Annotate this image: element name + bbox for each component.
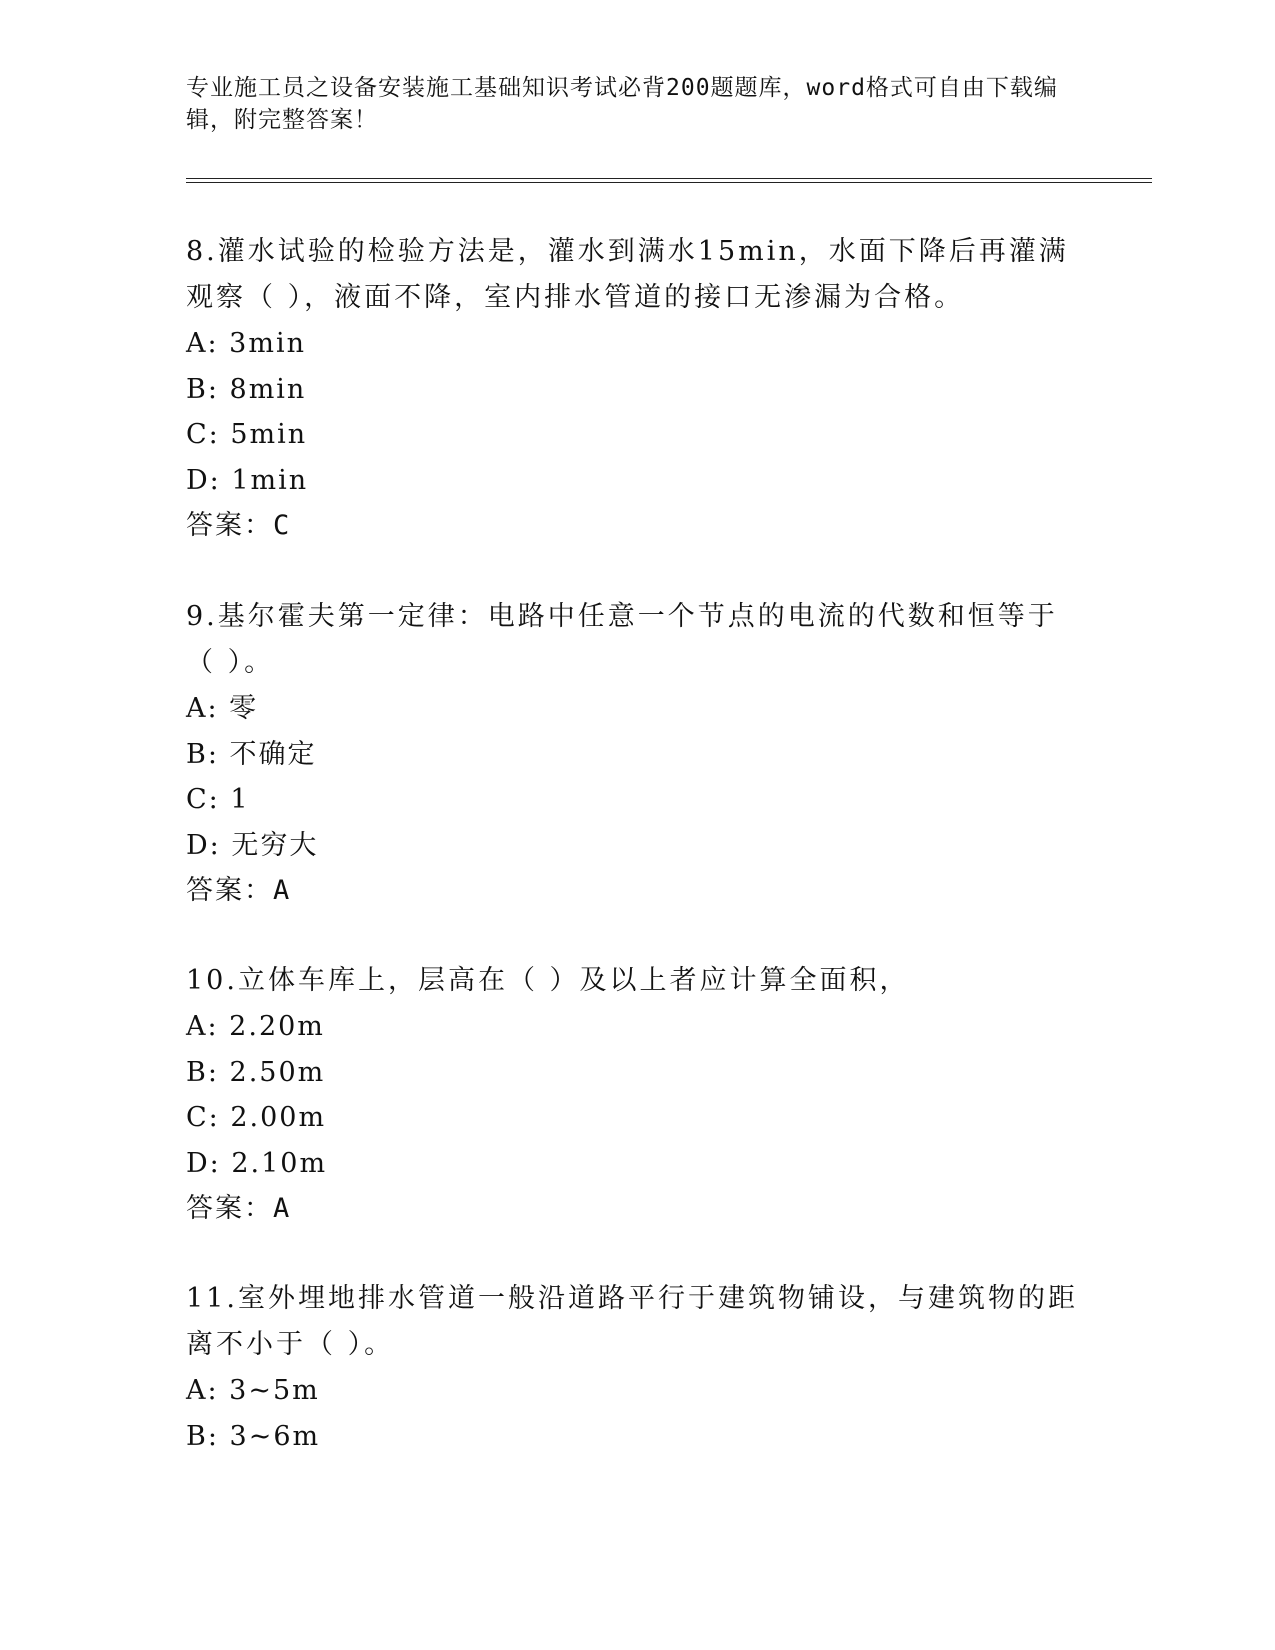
answer-line — [186, 503, 1086, 549]
question-11 — [186, 1276, 1086, 1459]
question-stem: 10.立体车库上，层高在（ ）及以上者应计算全面积， — [186, 965, 910, 996]
question-8 — [186, 229, 1086, 549]
answer-label: 答案： — [186, 510, 273, 541]
option-d: D: 1min — [186, 464, 309, 496]
option-d: D: 无穷大 — [186, 829, 319, 861]
answer-value: A — [273, 875, 292, 906]
answer-value: A — [273, 1193, 292, 1224]
question-9 — [186, 594, 1086, 914]
header-divider-top — [186, 178, 1152, 179]
answer-label: 答案： — [186, 1193, 273, 1224]
option-c: C: 5min — [186, 419, 308, 450]
option-a: A: 3min — [186, 328, 306, 359]
option-a: A: 3~5m — [186, 1375, 320, 1406]
answer-line — [186, 1186, 1086, 1232]
question-stem: 9.基尔霍夫第一定律：电路中任意一个节点的电流的代数和恒等于（ ）。 — [186, 601, 1058, 678]
option-c: C: 2.00m — [186, 1102, 327, 1133]
question-stem: 8.灌水试验的检验方法是，灌水到满水15min，水面下降后再灌满观察（ ），液面不降，室内排水管道的接口无渗漏为合格。 — [186, 236, 1069, 313]
option-b: B: 不确定 — [186, 738, 317, 770]
answer-value: C — [273, 510, 292, 541]
option-b: B: 2.50m — [186, 1056, 326, 1088]
answer-label: 答案： — [186, 875, 273, 906]
question-10 — [186, 958, 1086, 1232]
option-d: D: 2.10m — [186, 1147, 328, 1179]
option-b: B: 8min — [186, 373, 307, 405]
document-header: 专业施工员之设备安装施工基础知识考试必背200题题库，word格式可自由下载编辑，附完整答案！ — [186, 75, 1058, 133]
option-a: A: 零 — [186, 693, 259, 724]
option-a: A: 2.20m — [186, 1011, 325, 1042]
option-b: B: 3~6m — [186, 1420, 321, 1452]
header-divider-bottom — [186, 182, 1152, 183]
answer-line — [186, 868, 1086, 914]
question-stem: 11.室外埋地排水管道一般沿道路平行于建筑物铺设，与建筑物的距离不小于（ ）。 — [186, 1283, 1078, 1360]
option-c: C: 1 — [186, 784, 250, 815]
